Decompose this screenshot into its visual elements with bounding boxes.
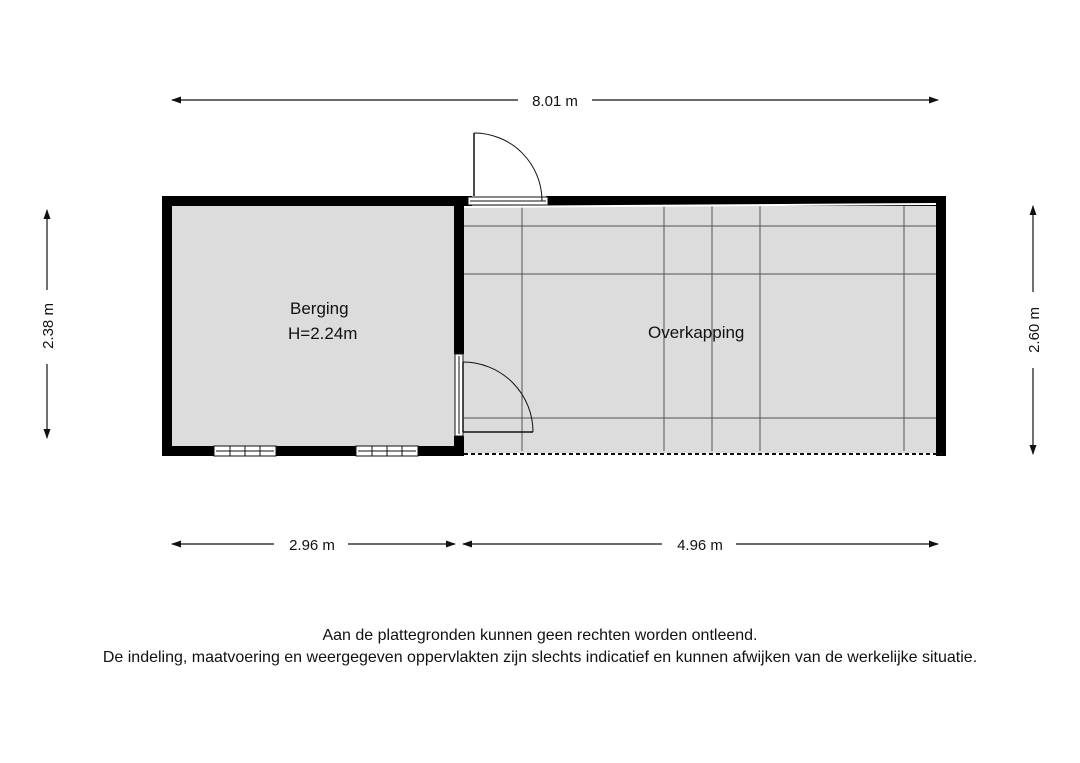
dimension-total-width [172,93,938,110]
dimension-berging-width [172,537,455,554]
dimension-total-width-label: 8.01 m [532,93,578,110]
disclaimer-line-1: Aan de plattegronden kunnen geen rechten worden ontleend. [322,627,758,644]
dimension-berging-width-label: 2.96 m [289,537,335,554]
window-left [214,446,276,456]
dimension-overkapping-width-label: 4.96 m [677,537,723,554]
top-door [464,133,936,207]
overkapping-name: Overkapping [648,323,745,342]
berging-name: Berging [290,299,349,318]
dimension-left-height-label: 2.38 m [40,303,57,349]
dimension-overkapping-width [463,537,938,554]
berging-height: H=2.24m [288,324,358,343]
dimension-right-height-label: 2.60 m [1026,307,1043,353]
window-right [356,446,418,456]
dimension-right-height [1026,206,1043,454]
dimension-left-height [40,210,57,438]
disclaimer-line-2: De indeling, maatvoering en weergegeven oppervlakten zijn slechts indicatief en kunnen afwijken van de werkelijke situatie. [102,649,978,666]
disclaimer [0,625,1080,669]
